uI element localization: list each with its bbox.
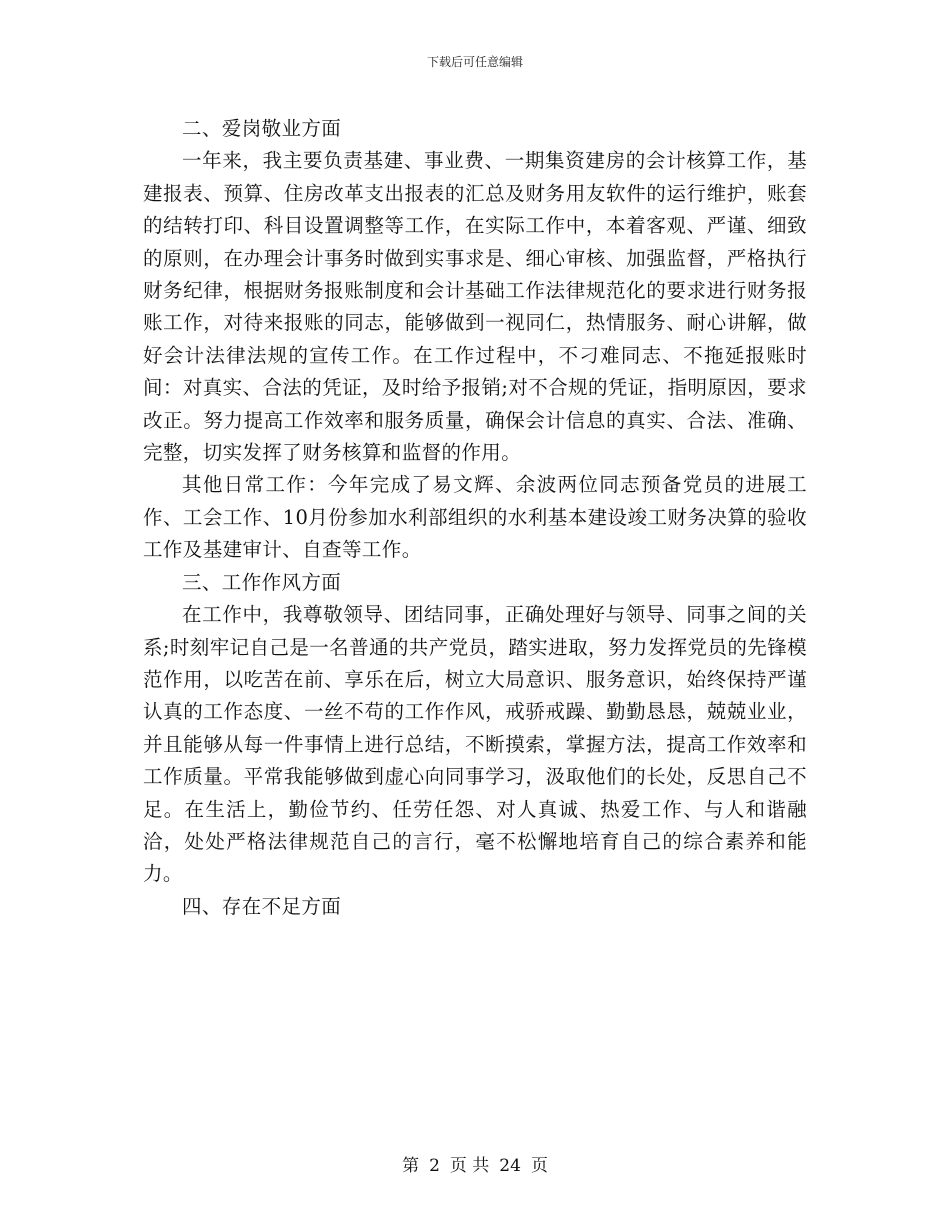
footer-prefix: 第: [402, 1156, 420, 1176]
section-heading-work-style: 三、工作作风方面: [182, 570, 342, 594]
document-body: [143, 113, 807, 923]
footer-suffix: 页: [530, 1156, 548, 1176]
footer-page-number: 2: [429, 1156, 440, 1176]
page-footer: [0, 1155, 950, 1177]
page-header: 下载后可任意编辑: [426, 55, 523, 69]
paragraph-accounting-work: 一年来，我主要负责基建、事业费、一期集资建房的会计核算工作，基建报表、预算、住房改革支出报表的汇总及财务用友软件的运行维护，账套的结转打印、科目设置调整等工作，在实际工作中，本着客观、严谨、细致的原则，在办理会计事务时做到实事求是、细心审核、加强监督，严格执行财务纪律，根据财务报账制度和会计基础工作法律规范化的要求进行财务报账工作，对待来报账的同志，能够做到一视同仁，热情服务、耐心讲解，做好会计法律法规的宣传工作。在工作过程中，不刁难同志、不拖延报账时间：对真实、合法的凭证，及时给予报销;对不合规的凭证，指明原因，要求改正。努力提高工作效率和服务质量，确保会计信息的真实、合法、准确、完整，切实发挥了财务核算和监督的作用。: [143, 149, 807, 465]
paragraph-work-style: 在工作中，我尊敬领导、团结同事，正确处理好与领导、同事之间的关系;时刻牢记自己是一名普通的共产党员，踏实进取，努力发挥党员的先锋模范作用，以吃苦在前、享乐在后，树立大局意识、服务意识，始终保持严谨认真的工作态度、一丝不苟的工作作风，戒骄戒躁、勤勤恳恳，兢兢业业，并且能够从每一件事情上进行总结，不断摸索，掌握方法，提高工作效率和工作质量。平常我能够做到虚心向同事学习，汲取他们的长处，反思自己不足。在生活上，勤俭节约、任劳任怨、对人真诚、热爱工作、与人和谐融洽，处处严格法律规范自己的言行，毫不松懈地培育自己的综合素养和能力。: [143, 603, 807, 886]
section-heading-dedication: 二、爱岗敬业方面: [182, 117, 342, 140]
footer-total-pages: 24: [499, 1156, 521, 1176]
paragraph-other-work: 其他日常工作：今年完成了易文辉、余波两位同志预备党员的进展工作、工会工作、10月份参加水利部组织的水利基本建设竣工财务决算的验收工作及基建审计、自查等工作。: [143, 473, 807, 562]
section-heading-shortcomings: 四、存在不足方面: [182, 894, 342, 918]
footer-middle: 页 共: [449, 1156, 490, 1176]
